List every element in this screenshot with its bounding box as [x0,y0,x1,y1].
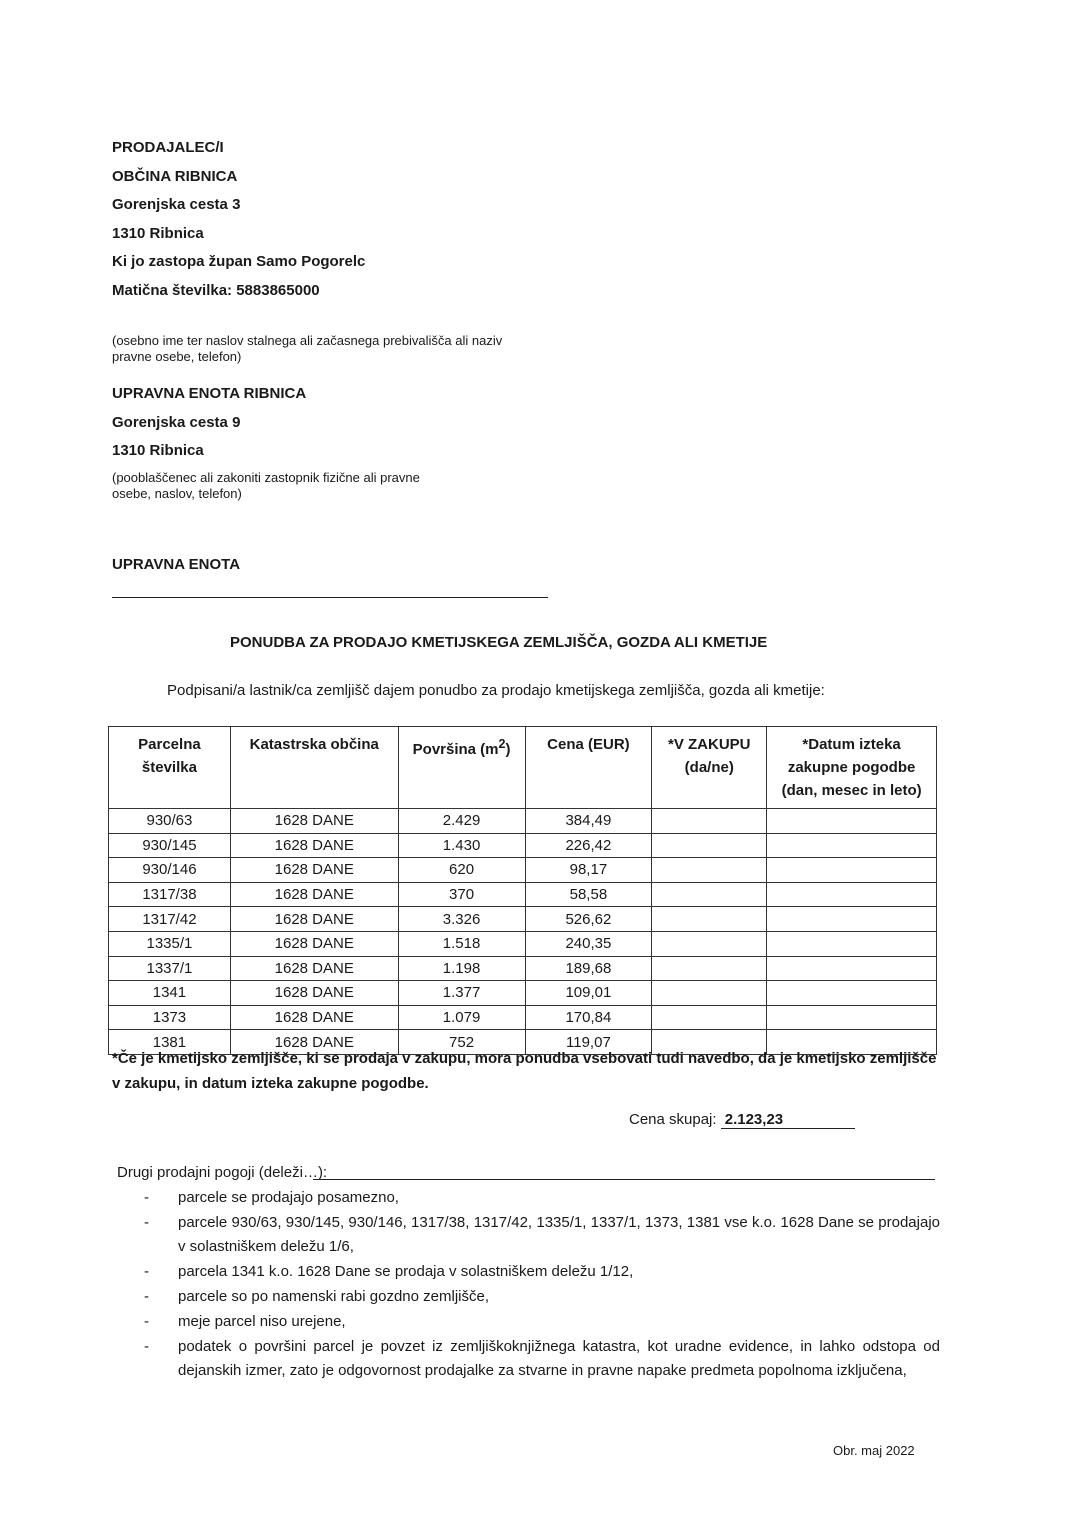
cadastral-cell: 1628 DANE [230,956,398,981]
seller-street: Gorenjska cesta 3 [112,196,241,214]
lease-expiry-cell [767,882,937,907]
area-cell: 370 [398,882,525,907]
parcel-number-cell: 1373 [109,1005,231,1030]
header-parcel-number: Parcelna številka [109,727,231,809]
cadastral-cell: 1628 DANE [230,833,398,858]
dash-bullet: - [144,1263,149,1280]
header-area: Površina $(m^2)$ [398,727,525,809]
table-row [109,907,937,932]
dash-bullet: - [144,1288,149,1305]
area-cell: 1.079 [398,1005,525,1030]
lease-cell [652,1005,767,1030]
lease-expiry-cell [767,809,937,834]
list-item: - parcela 1341 k.o. 1628 Dane se prodaja v solastniškem deležu 1/12, [140,1260,940,1284]
seller-representative: Ki jo zastopa župan Samo Pogorelc [112,253,366,271]
table-row [109,882,937,907]
form-revision: Obr. maj 2022 [833,1443,915,1458]
header-price: Cena (EUR) [525,727,652,809]
lease-cell [652,907,767,932]
parcel-number-cell: 1381 [109,1030,231,1055]
area-cell: 2.429 [398,809,525,834]
lease-expiry-cell [767,858,937,883]
table-header-row [109,727,937,809]
price-cell: 170,84 [525,1005,652,1030]
area-cell: 620 [398,858,525,883]
lease-expiry-cell [767,956,937,981]
table-row [109,956,937,981]
parcel-number-cell: 1317/42 [109,907,231,932]
lease-expiry-cell [767,1005,937,1030]
other-terms-list [140,1186,940,1384]
lease-footnote: *Če je kmetijsko zemljišče, ki se prodaja v zakupu, mora ponudba vsebovati tudi navedbo, da je kmetijsko zemljišče v zakupu, in datum izteka zakupne pogodbe. [112,1050,937,1092]
price-cell: 109,01 [525,981,652,1006]
table-row [109,1005,937,1030]
total-price-label: Cena skupaj: [629,1111,717,1128]
parcel-number-cell: 930/63 [109,809,231,834]
price-cell: 58,58 [525,882,652,907]
cadastral-cell: 1628 DANE [230,981,398,1006]
cadastral-cell: 1628 DANE [230,931,398,956]
price-cell: 189,68 [525,956,652,981]
price-cell: 98,17 [525,858,652,883]
area-cell: 1.377 [398,981,525,1006]
parcel-number-cell: 1341 [109,981,231,1006]
cadastral-cell: 1628 DANE [230,1005,398,1030]
seller-city: 1310 Ribnica [112,224,204,242]
parcel-number-cell: 1337/1 [109,956,231,981]
lease-cell [652,833,767,858]
agent-street: Gorenjska cesta 9 [112,413,241,431]
recipient-blank-line [112,597,548,598]
area-cell: 3.326 [398,907,525,932]
dash-bullet: - [144,1189,149,1206]
list-item: - parcele 930/63, 930/145, 930/146, 1317/38, 1317/42, 1335/1, 1337/1, 1373, 1381 vse k.o. 1628 Dane se prodajajo v solastniškem deležu 1/6, [140,1211,940,1259]
parcel-number-cell: 1317/38 [109,882,231,907]
dash-bullet: - [144,1338,149,1355]
price-cell: 384,49 [525,809,652,834]
seller-role: PRODAJALEC/I [112,139,224,156]
list-item: - parcele se prodajajo posamezno, [140,1186,940,1210]
other-terms-blank-line [313,1179,935,1180]
seller-note: (osebno ime ter naslov stalnega ali začasnega prebivališča ali naziv pravne osebe, telefon) [112,333,503,364]
lease-cell [652,858,767,883]
lease-cell [652,981,767,1006]
list-item: - meje parcel niso urejene, [140,1310,940,1334]
lease-cell [652,931,767,956]
recipient-label: UPRAVNA ENOTA [112,556,241,573]
intro-text: Podpisani/a lastnik/ca zemljišč dajem ponudbo za prodajo kmetijskega zemljišča, gozda ali kmetije: [167,682,825,699]
dash-bullet: - [144,1214,149,1231]
price-cell: 240,35 [525,931,652,956]
total-price-value: 2.123,23 [721,1111,855,1129]
area-cell: 752 [398,1030,525,1055]
parcels-table [108,726,937,1055]
area-cell: 1.518 [398,931,525,956]
cadastral-cell: 1628 DANE [230,907,398,932]
area-cell: 1.198 [398,956,525,981]
agent-name: UPRAVNA ENOTA RIBNICA [112,385,307,402]
list-item: - parcele so po namenski rabi gozdno zemljišče, [140,1285,940,1309]
price-cell: 119,07 [525,1030,652,1055]
list-item: - podatek o površini parcel je povzet iz zemljiškoknjižnega katastra, kot uradne evidence, in lahko odstopa od dejanskih izmer, zato je odgovornost prodajalke za stvarne in pravne napake predmeta popolnoma izključena, [140,1335,940,1383]
seller-name: OBČINA RIBNICA [112,167,238,185]
lease-expiry-cell [767,833,937,858]
lease-expiry-cell [767,907,937,932]
cadastral-cell: 1628 DANE [230,882,398,907]
header-lease: *V ZAKUPU (da/ne) [652,727,767,809]
table-row [109,833,937,858]
agent-city: 1310 Ribnica [112,442,204,460]
header-cadastral-municipality: Katastrska občina [230,727,398,809]
header-lease-expiry: *Datum izteka zakupne pogodbe (dan, mesec in leto) [767,727,937,809]
other-terms-heading: Drugi prodajni pogoji (deleži…): [117,1164,328,1181]
lease-expiry-cell [767,931,937,956]
cadastral-cell: 1628 DANE [230,809,398,834]
lease-expiry-cell [767,981,937,1006]
seller-registration-number: Matična številka: 5883865000 [112,281,320,299]
agent-note: (pooblaščenec ali zakoniti zastopnik fizične ali pravne osebe, naslov, telefon) [112,470,420,501]
table-row [109,981,937,1006]
lease-cell [652,956,767,981]
cadastral-cell: 1628 DANE [230,1030,398,1055]
parcel-number-cell: 930/145 [109,833,231,858]
parcel-number-cell: 930/146 [109,858,231,883]
seller-block [112,134,365,306]
price-cell: 226,42 [525,833,652,858]
price-cell: 526,62 [525,907,652,932]
parcel-number-cell: 1335/1 [109,931,231,956]
table-row [109,809,937,834]
dash-bullet: - [144,1313,149,1330]
area-cell: 1.430 [398,833,525,858]
lease-cell [652,882,767,907]
agent-block [112,380,306,466]
total-price [629,1111,855,1129]
lease-cell [652,809,767,834]
table-row [109,931,937,956]
document-title: PONUDBA ZA PRODAJO KMETIJSKEGA ZEMLJIŠČA, GOZDA ALI KMETIJE [230,634,768,651]
cadastral-cell: 1628 DANE [230,858,398,883]
table-row [109,858,937,883]
